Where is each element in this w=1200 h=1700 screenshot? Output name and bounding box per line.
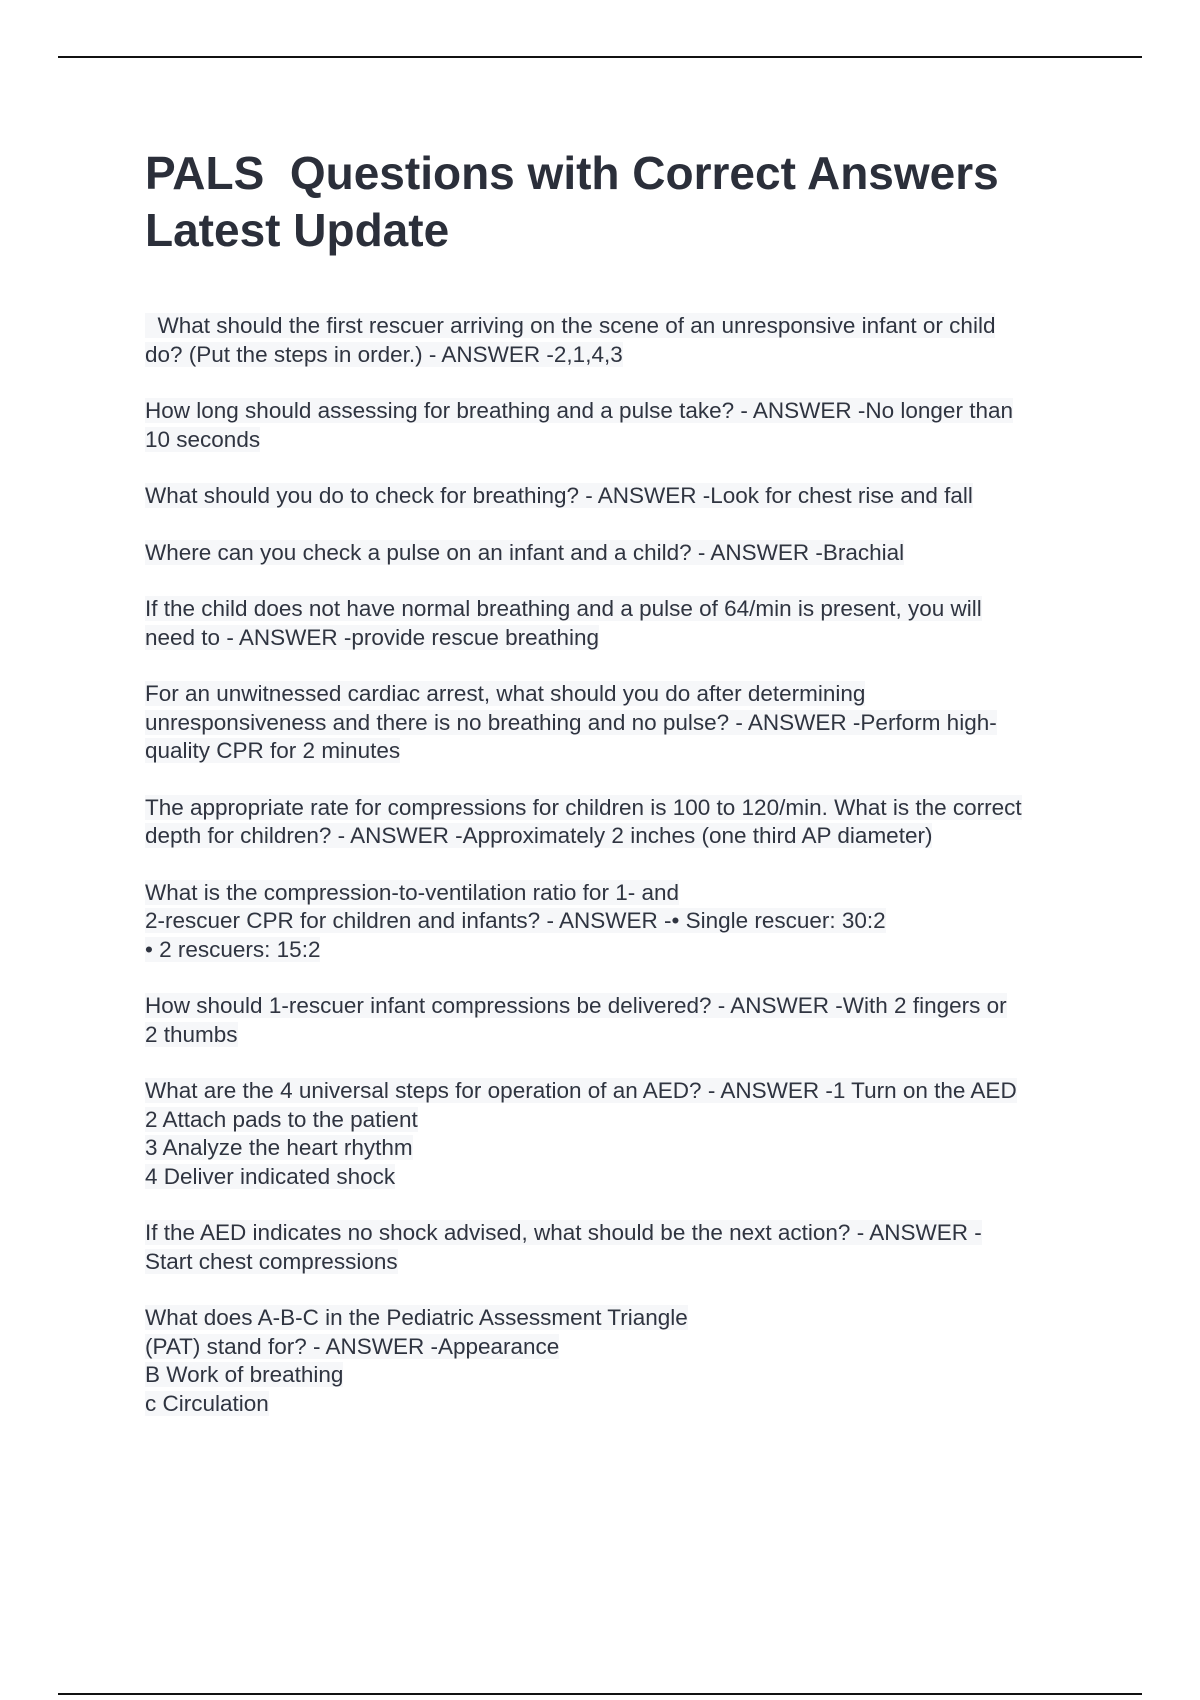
qa-item [145, 397, 1090, 454]
qa-item [145, 879, 1090, 965]
qa-text-line [145, 936, 1090, 965]
qa-text: 4 Deliver indicated shock [145, 1163, 396, 1189]
qa-text-line [145, 482, 1090, 511]
qa-text: If the child does not have normal breathing and a pulse of 64/min is present, you will [145, 596, 982, 621]
qa-text-line [145, 1021, 1090, 1050]
qa-text-line [145, 539, 1090, 568]
qa-text-line [145, 595, 1090, 624]
qa-text: What is the compression-to-ventilation ratio for 1- and [145, 879, 679, 905]
qa-item [145, 539, 1090, 568]
qa-item [145, 794, 1090, 851]
qa-text-line [145, 680, 1090, 709]
qa-text-line [145, 426, 1090, 455]
qa-text-line [145, 1361, 1090, 1390]
qa-text-line [145, 1077, 1090, 1106]
qa-item [145, 1077, 1090, 1191]
qa-item [145, 992, 1090, 1049]
qa-text-line [145, 1163, 1090, 1192]
qa-text-line [145, 822, 1090, 851]
qa-text: How long should assessing for breathing and a pulse take? - ANSWER -No longer than [145, 398, 1013, 423]
top-rule [58, 56, 1142, 58]
qa-text-line [145, 709, 1090, 738]
qa-text: unresponsiveness and there is no breathing and no pulse? - ANSWER -Perform high- [145, 709, 997, 735]
qa-text-line [145, 737, 1090, 766]
qa-text: quality CPR for 2 minutes [145, 738, 401, 763]
document-title [145, 145, 1105, 259]
qa-item [145, 680, 1090, 766]
qa-text: The appropriate rate for compressions for children is 100 to 120/min. What is the correct [145, 794, 1022, 820]
qa-text-line [145, 1219, 1090, 1248]
qa-text: What should you do to check for breathing? - ANSWER -Look for chest rise and fall [145, 483, 973, 508]
qa-text-line [145, 341, 1090, 370]
qa-text: How should 1-rescuer infant compressions be delivered? - ANSWER -With 2 fingers or [145, 993, 1007, 1018]
qa-text: do? (Put the steps in order.) - ANSWER -2,1,4,3 [145, 341, 623, 367]
bottom-rule [58, 1693, 1142, 1695]
qa-text-line [145, 312, 1090, 341]
title-line: PALS Questions with Correct Answers [145, 147, 999, 199]
qa-item [145, 1304, 1090, 1418]
qa-text: What are the 4 universal steps for operation of an AED? - ANSWER -1 Turn on the AED [145, 1078, 1017, 1103]
qa-text: 3 Analyze the heart rhythm [145, 1135, 413, 1160]
qa-item [145, 595, 1090, 652]
qa-text: What does A-B-C in the Pediatric Assessment Triangle [145, 1305, 688, 1330]
qa-text: 2 thumbs [145, 1021, 238, 1047]
qa-text: (PAT) stand for? - ANSWER -Appearance [145, 1333, 560, 1359]
qa-text-line [145, 992, 1090, 1021]
qa-text: For an unwitnessed cardiac arrest, what should you do after determining [145, 681, 866, 706]
qa-text: B Work of breathing [145, 1362, 344, 1387]
qa-text-line [145, 907, 1090, 936]
title-line: Latest Update [145, 204, 450, 256]
qa-item [145, 482, 1090, 511]
qa-text-line [145, 1304, 1090, 1333]
qa-item [145, 312, 1090, 369]
qa-text: 2-rescuer CPR for children and infants? - ANSWER -• Single rescuer: 30:2 [145, 908, 886, 933]
qa-text: 10 seconds [145, 426, 261, 452]
qa-text: need to - ANSWER -provide rescue breathing [145, 624, 599, 650]
qa-text: If the AED indicates no shock advised, what should be the next action? - ANSWER - [145, 1220, 982, 1245]
qa-text: depth for children? - ANSWER -Approximately 2 inches (one third AP diameter) [145, 823, 933, 848]
qa-text-line [145, 1248, 1090, 1277]
qa-text: What should the first rescuer arriving on the scene of an unresponsive infant or child [145, 313, 996, 338]
qa-text-line [145, 397, 1090, 426]
qa-text-line [145, 1333, 1090, 1362]
qa-list [145, 312, 1090, 1446]
qa-text: c Circulation [145, 1390, 269, 1416]
qa-text: Start chest compressions [145, 1248, 398, 1274]
qa-text: Where can you check a pulse on an infant and a child? - ANSWER -Brachial [145, 539, 905, 565]
qa-text-line [145, 624, 1090, 653]
qa-text-line [145, 1390, 1090, 1419]
qa-text-line [145, 1106, 1090, 1135]
qa-text-line [145, 1134, 1090, 1163]
qa-text-line [145, 794, 1090, 823]
qa-text: 2 Attach pads to the patient [145, 1106, 418, 1132]
qa-item [145, 1219, 1090, 1276]
qa-text-line [145, 879, 1090, 908]
qa-text: • 2 rescuers: 15:2 [145, 936, 321, 962]
